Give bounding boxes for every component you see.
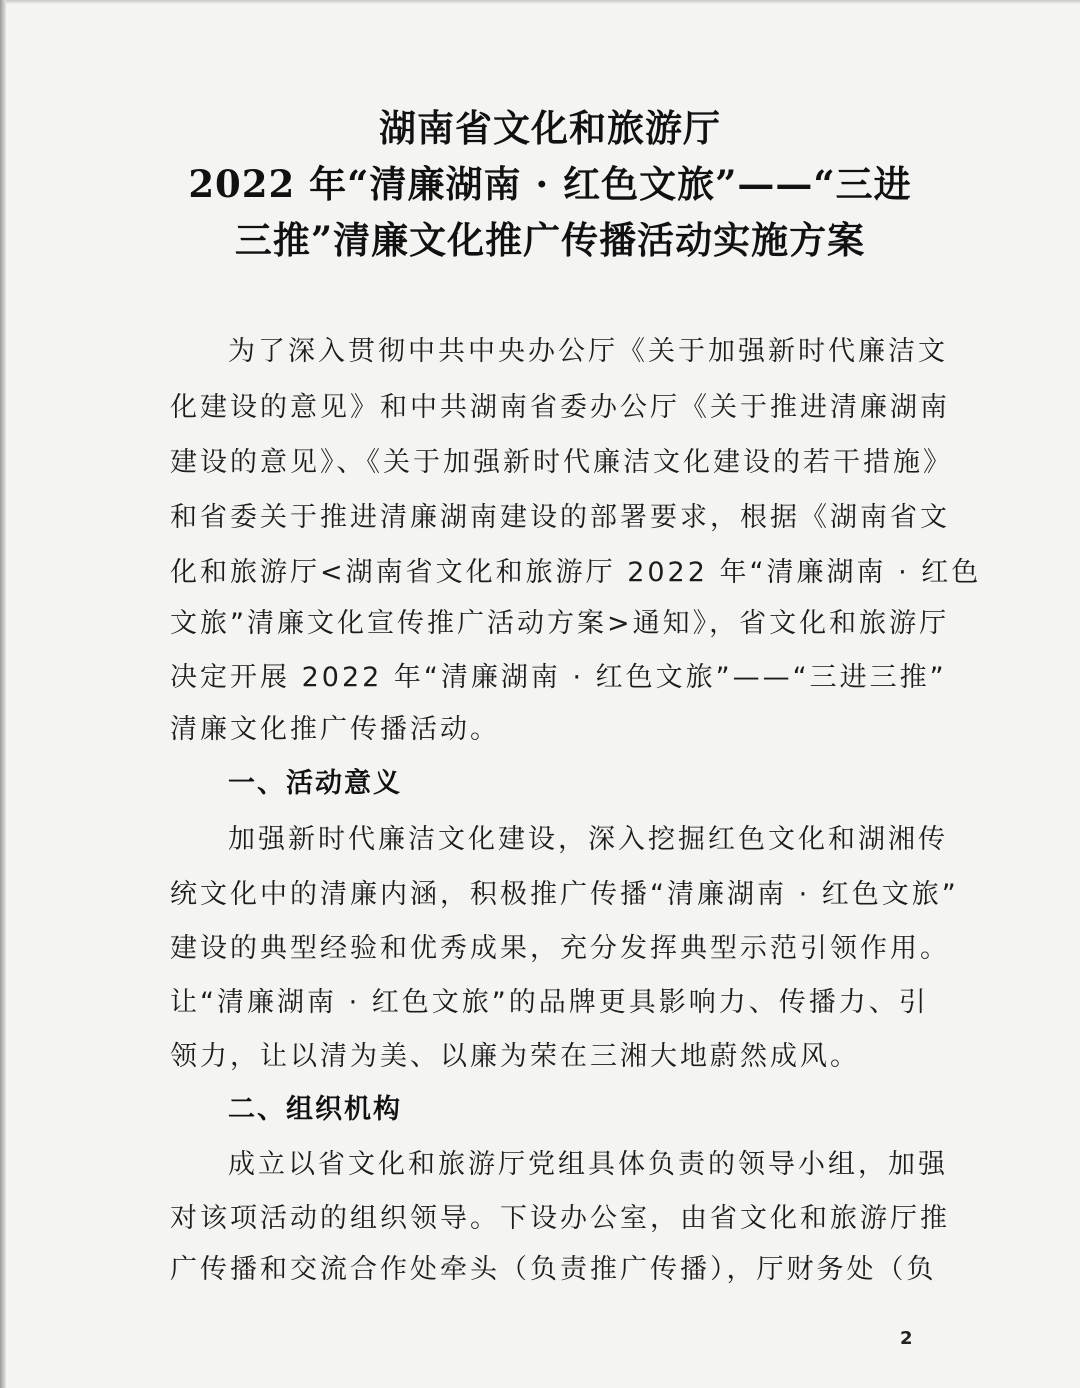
intro-line: 和省委关于推进清廉湖南建设的部署要求，根据《湖南省文 [170, 502, 950, 533]
intro-line: 建设的意见》、《关于加强新时代廉洁文化建设的若干措施》 [170, 447, 953, 478]
section-heading: 二、组织机构 [228, 1094, 402, 1125]
doc-title-line-2: 2022 年“清廉湖南 · 红色文旅”——“三进 [188, 162, 912, 206]
section-line: 建设的典型经验和优秀成果，充分发挥典型示范引领作用。 [170, 933, 950, 964]
intro-line: 为了深入贯彻中共中央办公厅《关于加强新时代廉洁文 [228, 336, 948, 367]
section-line: 统文化中的清廉内涵，积极推广传播“清廉湖南 · 红色文旅” [170, 879, 959, 910]
intro-line: 化和旅游厅<湖南省文化和旅游厅 2022 年“清廉湖南 · 红色 [170, 557, 982, 588]
section-line: 广传播和交流合作处牵头（负责推广传播），厅财务处（负 [170, 1254, 937, 1285]
section-line: 加强新时代廉洁文化建设，深入挖掘红色文化和湖湘传 [228, 824, 948, 855]
section-line: 领力，让以清为美、以廉为荣在三湘大地蔚然成风。 [170, 1041, 860, 1072]
section-line: 让“清廉湖南 · 红色文旅”的品牌更具影响力、传播力、引 [170, 987, 929, 1018]
section-line: 成立以省文化和旅游厅党组具体负责的领导小组，加强 [228, 1149, 948, 1180]
section-heading: 一、活动意义 [228, 768, 402, 799]
intro-line: 决定开展 2022 年“清廉湖南 · 红色文旅”——“三进三推” [170, 662, 947, 693]
doc-title-line-3: 三推”清廉文化推广传播活动实施方案 [234, 218, 866, 262]
doc-title-line-1: 湖南省文化和旅游厅 [379, 106, 721, 150]
section-line: 对该项活动的组织领导。下设办公室，由省文化和旅游厅推 [170, 1203, 950, 1234]
intro-line: 清廉文化推广传播活动。 [170, 714, 500, 745]
intro-line: 化建设的意见》和中共湖南省委办公厅《关于推进清廉湖南 [170, 392, 950, 423]
page-number: 2 [900, 1328, 913, 1349]
intro-line: 文旅”清廉文化宣传推广活动方案>通知》，省文化和旅游厅 [170, 608, 950, 639]
